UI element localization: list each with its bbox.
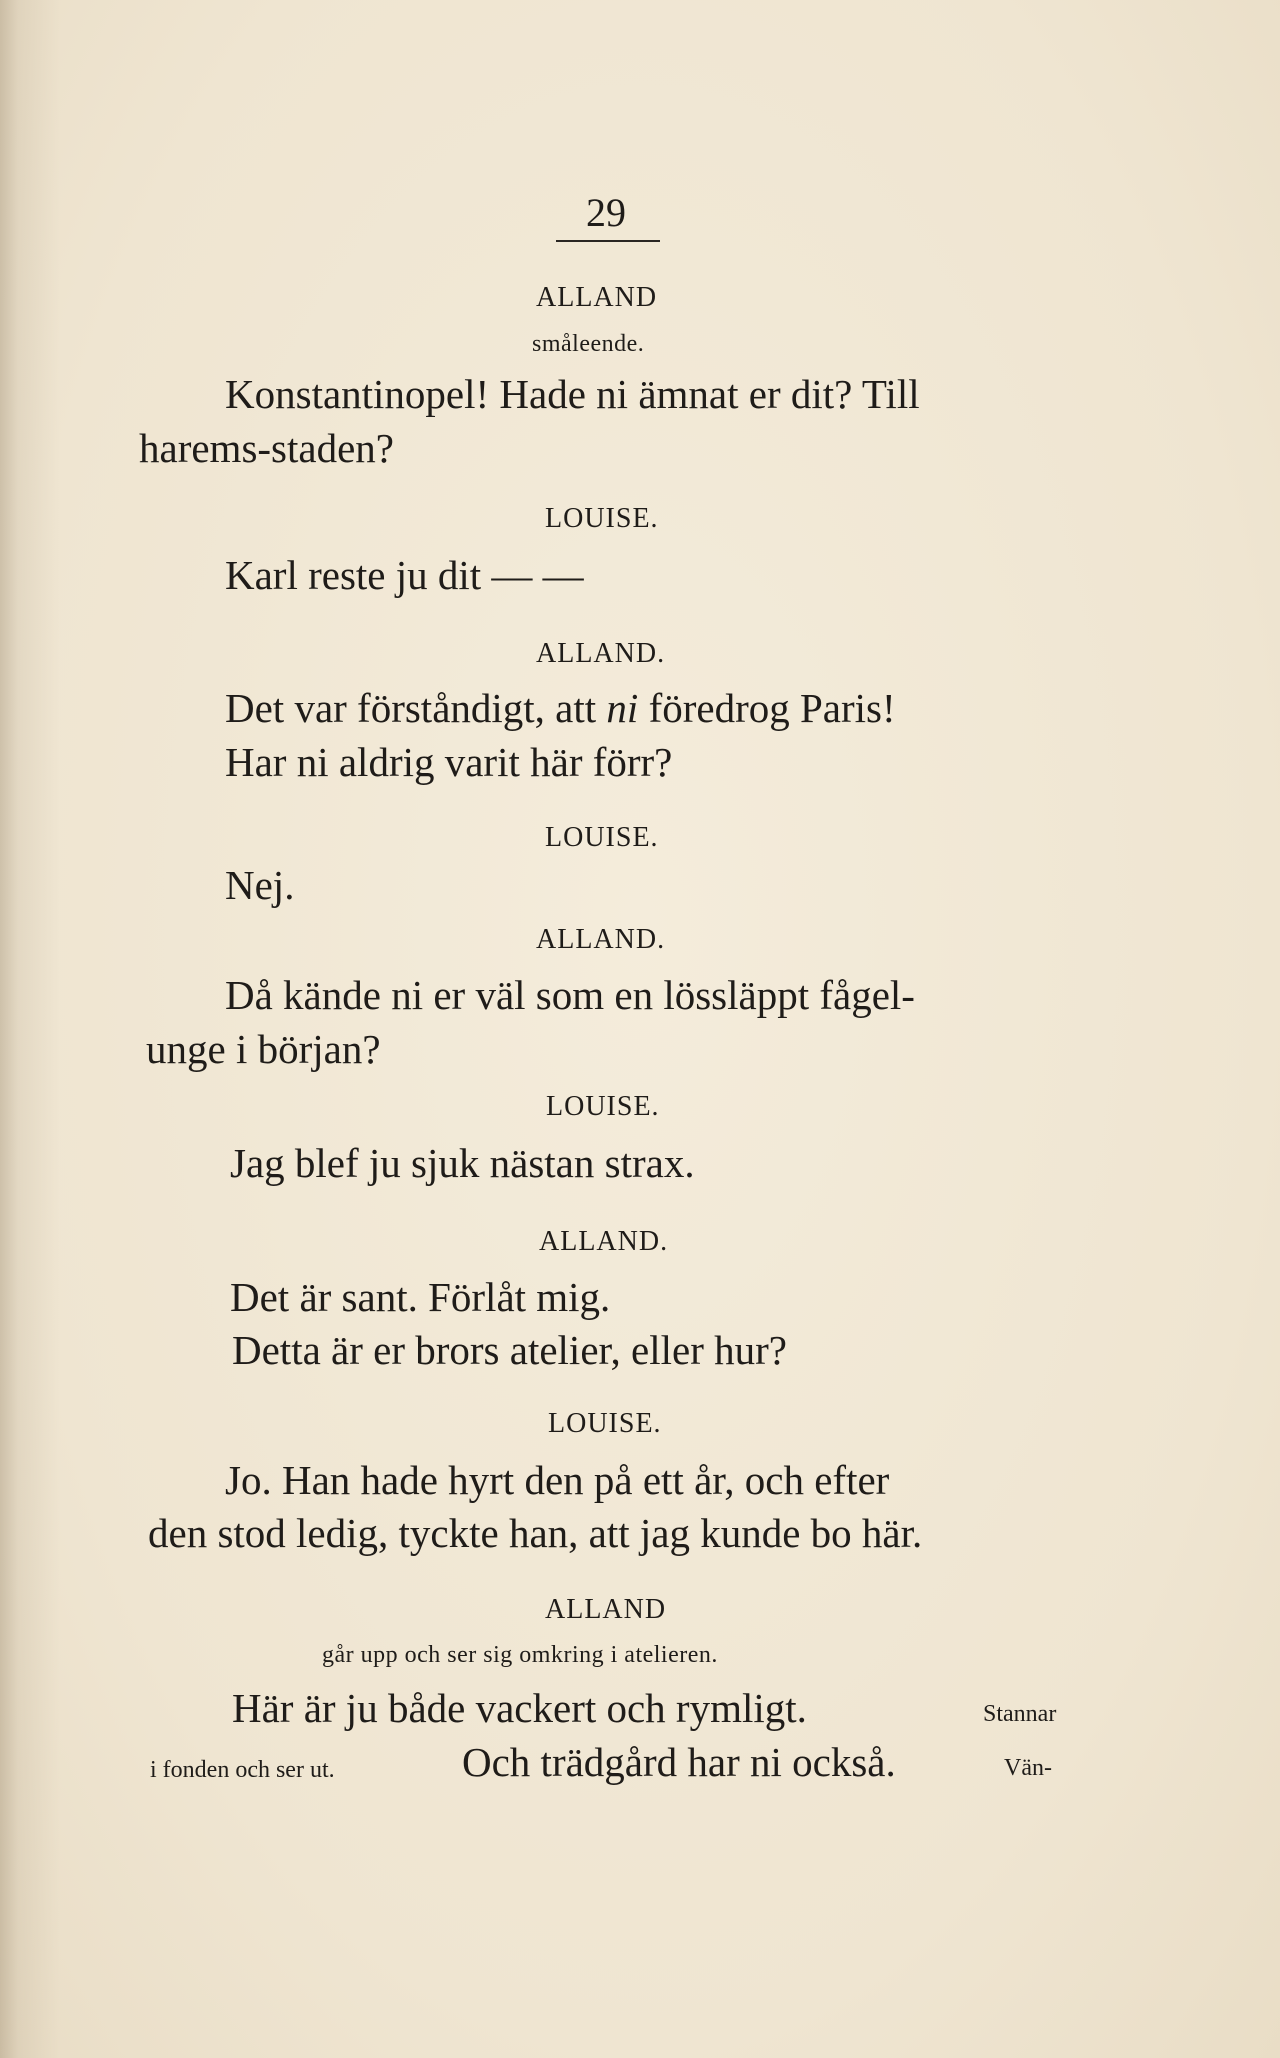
dialogue-line: Karl reste ju dit — — bbox=[225, 552, 584, 598]
speaker-name: LOUISE. bbox=[545, 822, 659, 853]
stage-direction: småleende. bbox=[532, 331, 645, 357]
dialogue-line: Jag blef ju sjuk nästan strax. bbox=[230, 1140, 695, 1186]
dialogue-line: unge i början? bbox=[146, 1026, 381, 1072]
speaker-name: LOUISE. bbox=[546, 1091, 660, 1122]
speaker-name: ALLAND. bbox=[539, 1226, 669, 1257]
speaker-name: ALLAND. bbox=[536, 638, 666, 669]
dialogue-line: Jo. Han hade hyrt den på ett år, och efter bbox=[225, 1457, 890, 1503]
dialogue-line: harems-staden? bbox=[139, 425, 394, 471]
dialogue-line: Det är sant. Förlåt mig. bbox=[230, 1274, 611, 1320]
dialogue-line: Detta är er brors atelier, eller hur? bbox=[232, 1327, 787, 1373]
dialogue-line: Och trädgård har ni också. bbox=[462, 1739, 896, 1785]
dialogue-line: Konstantinopel! Hade ni ämnat er dit? Till bbox=[225, 371, 920, 417]
speaker-name: ALLAND bbox=[545, 1594, 667, 1625]
dialogue-line: Nej. bbox=[225, 862, 295, 908]
speaker-name: LOUISE. bbox=[545, 503, 659, 534]
dialogue-line: den stod ledig, tyckte han, att jag kunde bo här. bbox=[148, 1510, 923, 1556]
page-number-rule bbox=[556, 240, 660, 242]
dialogue-line: Då kände ni er väl som en lössläppt fågel- bbox=[225, 972, 915, 1018]
speaker-name: ALLAND. bbox=[536, 924, 666, 955]
stage-direction: Stannar bbox=[983, 1701, 1057, 1727]
speaker-name: LOUISE. bbox=[548, 1408, 662, 1439]
stage-direction: går upp och ser sig omkring i atelieren. bbox=[322, 1642, 718, 1668]
stage-direction: i fonden och ser ut. bbox=[150, 1757, 335, 1783]
emphasis: ni bbox=[606, 685, 639, 731]
speaker-name: ALLAND bbox=[536, 282, 658, 313]
dialogue-line: Det var förståndigt, att ni föredrog Paris! bbox=[225, 685, 896, 731]
dialogue-line: Har ni aldrig varit här förr? bbox=[225, 739, 673, 785]
stage-direction: Vän- bbox=[1004, 1755, 1052, 1781]
page-number: 29 bbox=[586, 190, 626, 235]
dialogue-line: Här är ju både vackert och rymligt. bbox=[232, 1685, 807, 1731]
